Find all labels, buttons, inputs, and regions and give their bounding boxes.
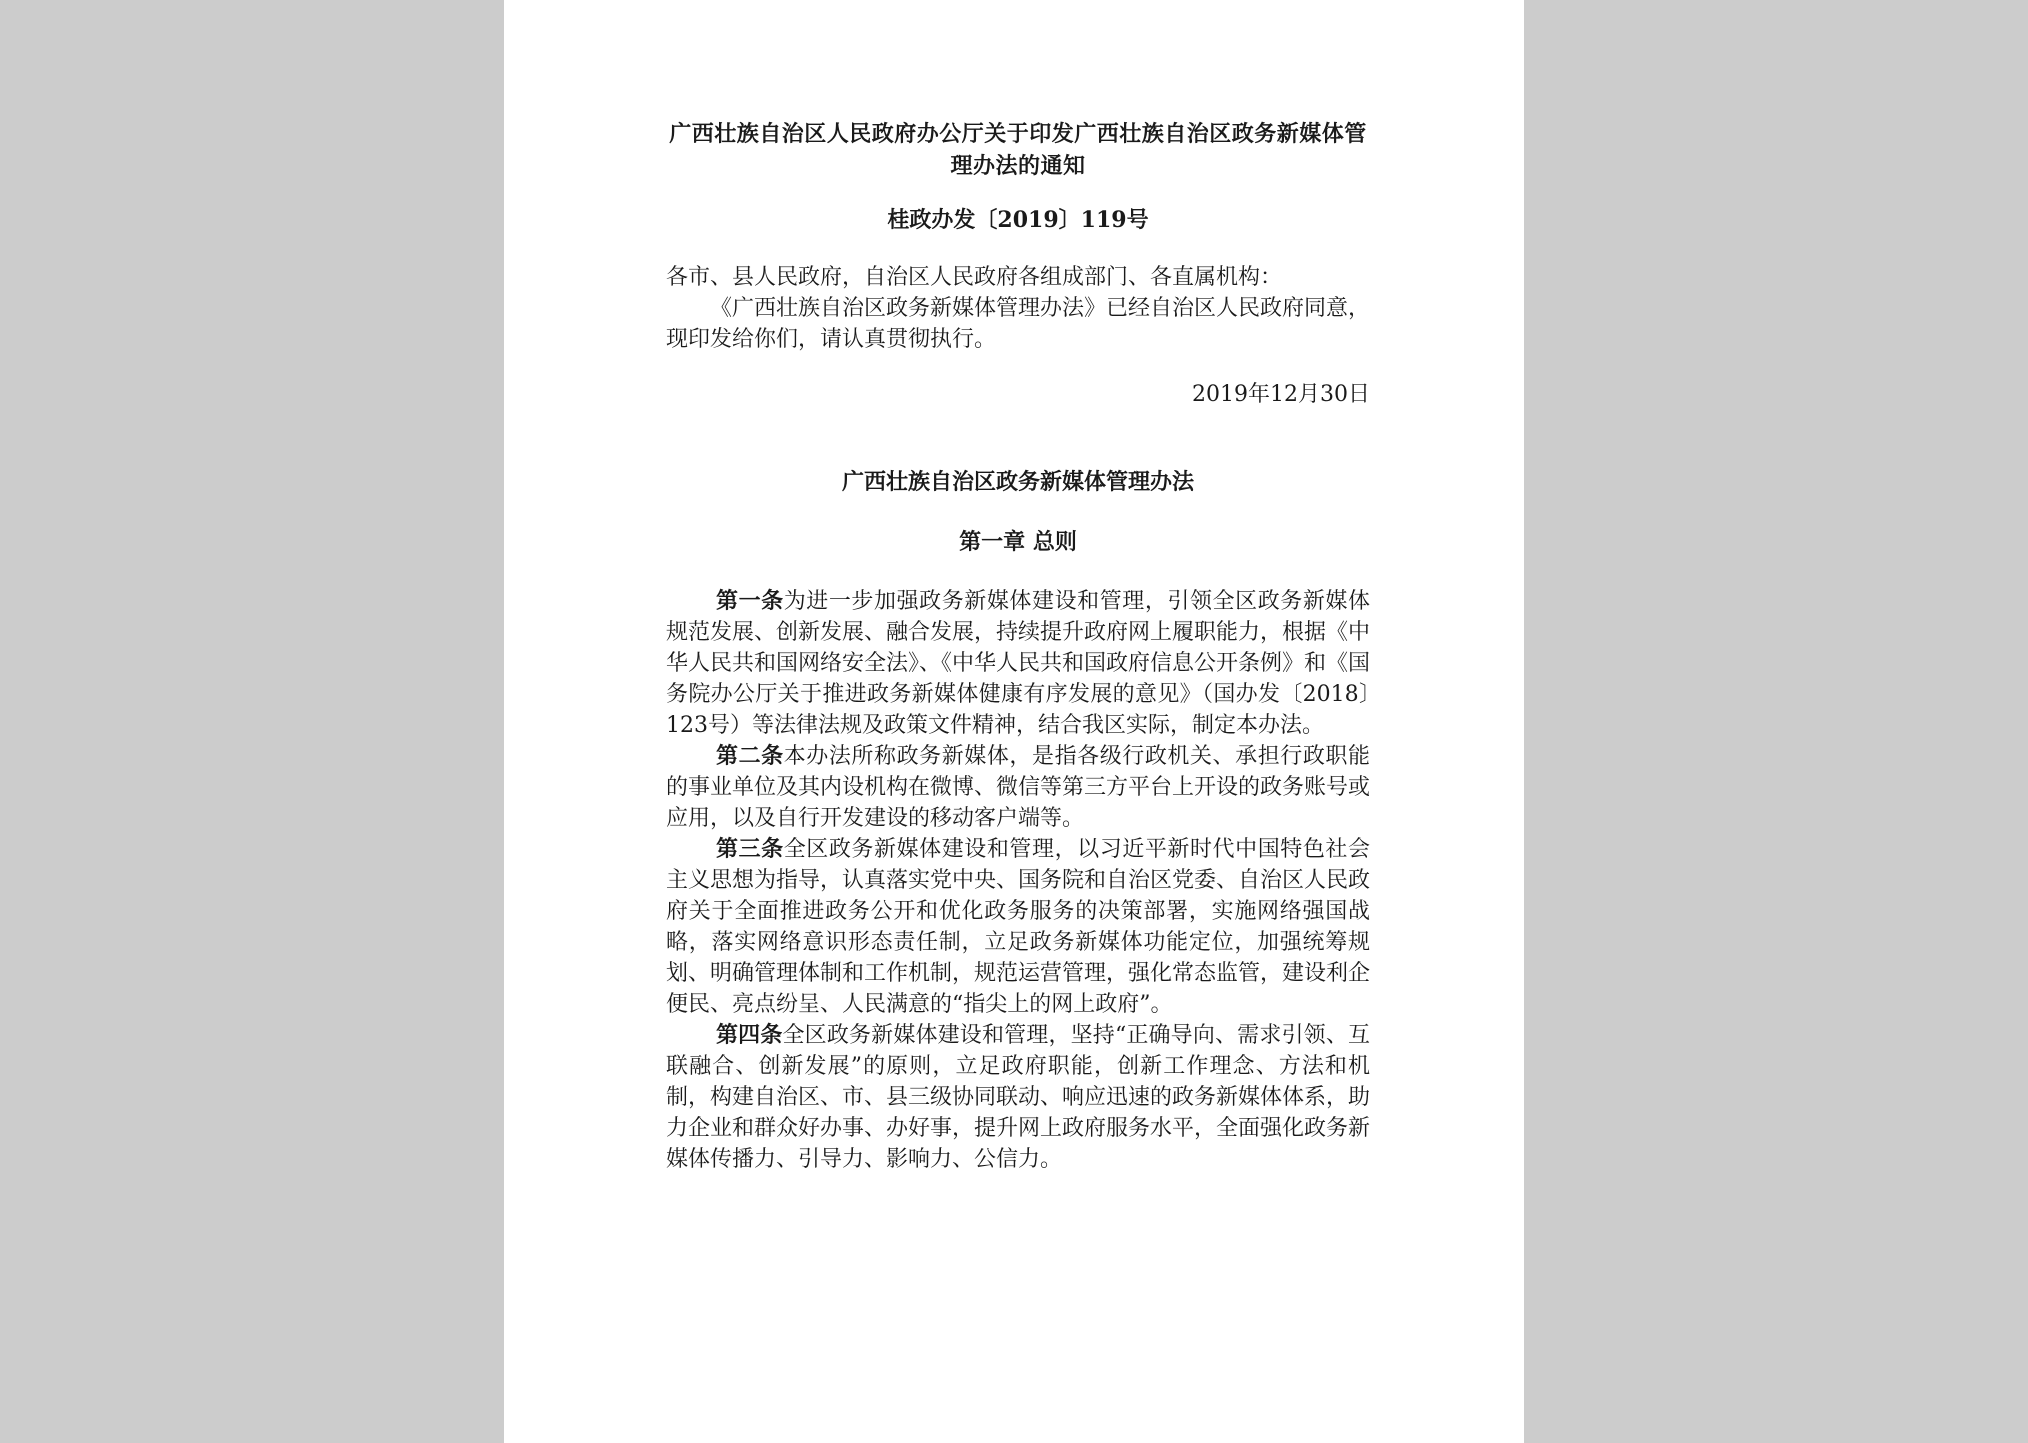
notice-body: 《广西壮族自治区政务新媒体管理办法》已经自治区人民政府同意，现印发给你们，请认真贯彻执行。 <box>666 296 1371 352</box>
article-label: 第四条 <box>716 1022 783 1048</box>
page-content <box>666 118 1370 1175</box>
chapter-title: 第一章 总则 <box>959 529 1077 555</box>
article-label: 第一条 <box>716 588 784 614</box>
issue-date: 2019年12月30日 <box>1192 382 1370 407</box>
article-4 <box>666 1020 1370 1175</box>
article-1 <box>666 586 1370 741</box>
article-3 <box>666 834 1370 1020</box>
document-number: 桂政办发〔2019〕119号 <box>887 207 1149 233</box>
document-page <box>504 0 1524 1443</box>
article-2 <box>666 741 1370 834</box>
article-list <box>666 586 1370 1175</box>
article-text: 全区政务新媒体建设和管理，以习近平新时代中国特色社会主义思想为指导，认真落实党中央、国务院和自治区党委、自治区人民政府关于全面推进政务公开和优化政务服务的决策部署，实施网络强国战略，落实网络意识形态责任制，立足政务新媒体功能定位，加强统筹规划、明确管理体制和工作机制，规范运营管理，强化常态监管，建设利企便民、亮点纷呈、人民满意的“指尖上的网上政府”。 <box>666 837 1371 1017</box>
measures-title: 广西壮族自治区政务新媒体管理办法 <box>841 469 1194 495</box>
article-label: 第三条 <box>716 836 784 862</box>
notice-title: 广西壮族自治区人民政府办公厅关于印发广西壮族自治区政务新媒体管理办法的通知 <box>669 121 1367 179</box>
article-text: 为进一步加强政务新媒体建设和管理，引领全区政务新媒体规范发展、创新发展、融合发展，持续提升政府网上履职能力，根据《中华人民共和国网络安全法》、《中华人民共和国政府信息公开条例》和《国务院办公厅关于推进政务新媒体健康有序发展的意见》（国办发〔2018〕123号）等法律法规及政策文件精神，结合我区实际，制定本办法。 <box>666 589 1371 738</box>
article-text: 全区政务新媒体建设和管理，坚持“正确导向、需求引领、互联融合、创新发展”的原则，立足政府职能，创新工作理念、方法和机制，构建自治区、市、县三级协同联动、响应迅速的政务新媒体体系，助力企业和群众好办事、办好事，提升网上政府服务水平，全面强化政务新媒体传播力、引导力、影响力、公信力。 <box>666 1023 1371 1172</box>
addressee: 各市、县人民政府，自治区人民政府各组成部门、各直属机构： <box>666 265 1283 290</box>
article-text: 本办法所称政务新媒体，是指各级行政机关、承担行政职能的事业单位及其内设机构在微博、微信等第三方平台上开设的政务账号或应用，以及自行开发建设的移动客户端等。 <box>666 744 1371 831</box>
article-label: 第二条 <box>716 743 784 769</box>
